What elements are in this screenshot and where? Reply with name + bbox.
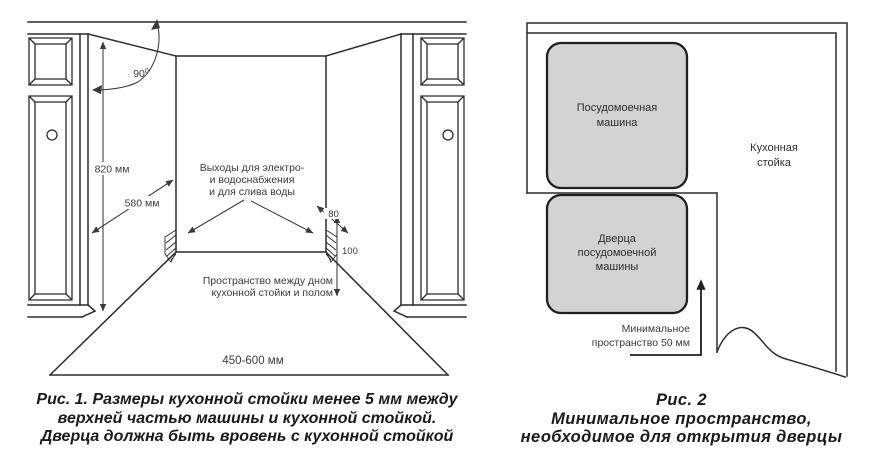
depth-580-label: 580 мм [124, 197, 160, 210]
min-space-label-line2: пространство 50 мм [591, 337, 690, 349]
angle-90-label [133, 68, 149, 80]
dishwasher-label-line2: машина [596, 117, 638, 129]
left-cabinet-knob [47, 130, 57, 140]
figure-1-caption-line1: Рис. 1. Размеры кухонной стойки менее 5 мм между [36, 391, 458, 408]
opening-width-label: 450-600 мм [222, 355, 284, 367]
outlets-label-line3: и для слива воды [209, 186, 295, 198]
gap-100-label: 100 [342, 246, 358, 257]
right-cabinet-knob [443, 130, 453, 140]
outlets-label-line1: Выходы для электро- [199, 162, 305, 174]
figure-1-caption [12, 391, 482, 447]
min-space-label-line1: Минимальное [621, 323, 690, 335]
angle-value: 90 [133, 68, 145, 80]
door-label-line3: машины [595, 261, 639, 273]
door-label-line1: Дверца [598, 233, 636, 245]
arc-arrowhead-left [92, 85, 102, 94]
figure-2-caption-line3: необходимое для открытия дверцы [520, 428, 843, 446]
figure-1-caption-line2: верхней частью машины и кухонной стойкой. [57, 409, 437, 427]
right-cabinet [421, 38, 464, 300]
height-820-label: 820 мм [94, 163, 130, 176]
recess-80-label: 80 [328, 209, 339, 220]
figure-2-drawing [470, 0, 874, 392]
figure-1-drawing [0, 0, 470, 392]
counter-label-line2: стойка [757, 157, 791, 169]
outlets-arrow-left [188, 200, 244, 233]
angle-superscript: 0 [144, 68, 149, 75]
counter-break-curve [717, 328, 845, 377]
countertop-edges [28, 22, 466, 34]
outlets-label-line2: и водоснабжения [209, 174, 295, 186]
door-label-line2: посудомоечной [577, 247, 657, 259]
dishwasher-body [547, 43, 687, 188]
figure-2-caption-line2: Минимальное пространство, [551, 409, 812, 428]
left-cabinet [29, 38, 72, 300]
counter-label-line1: Кухонная [750, 142, 798, 154]
figure-2-caption-line1: Рис. 2 [655, 391, 707, 409]
toe-kick [28, 305, 466, 317]
floor-gap-label-line2: кухонной стойки и полом [211, 287, 333, 299]
dishwasher-label-line1: Посудомоечная [576, 102, 658, 114]
figure-1-caption-line3: Дверца должна быть вровень с кухонной стойкой [40, 428, 454, 445]
figure-2-caption [489, 391, 874, 447]
outlets-arrow-right [251, 201, 313, 233]
floor-gap-label-line1: Пространство между дном [202, 275, 333, 287]
